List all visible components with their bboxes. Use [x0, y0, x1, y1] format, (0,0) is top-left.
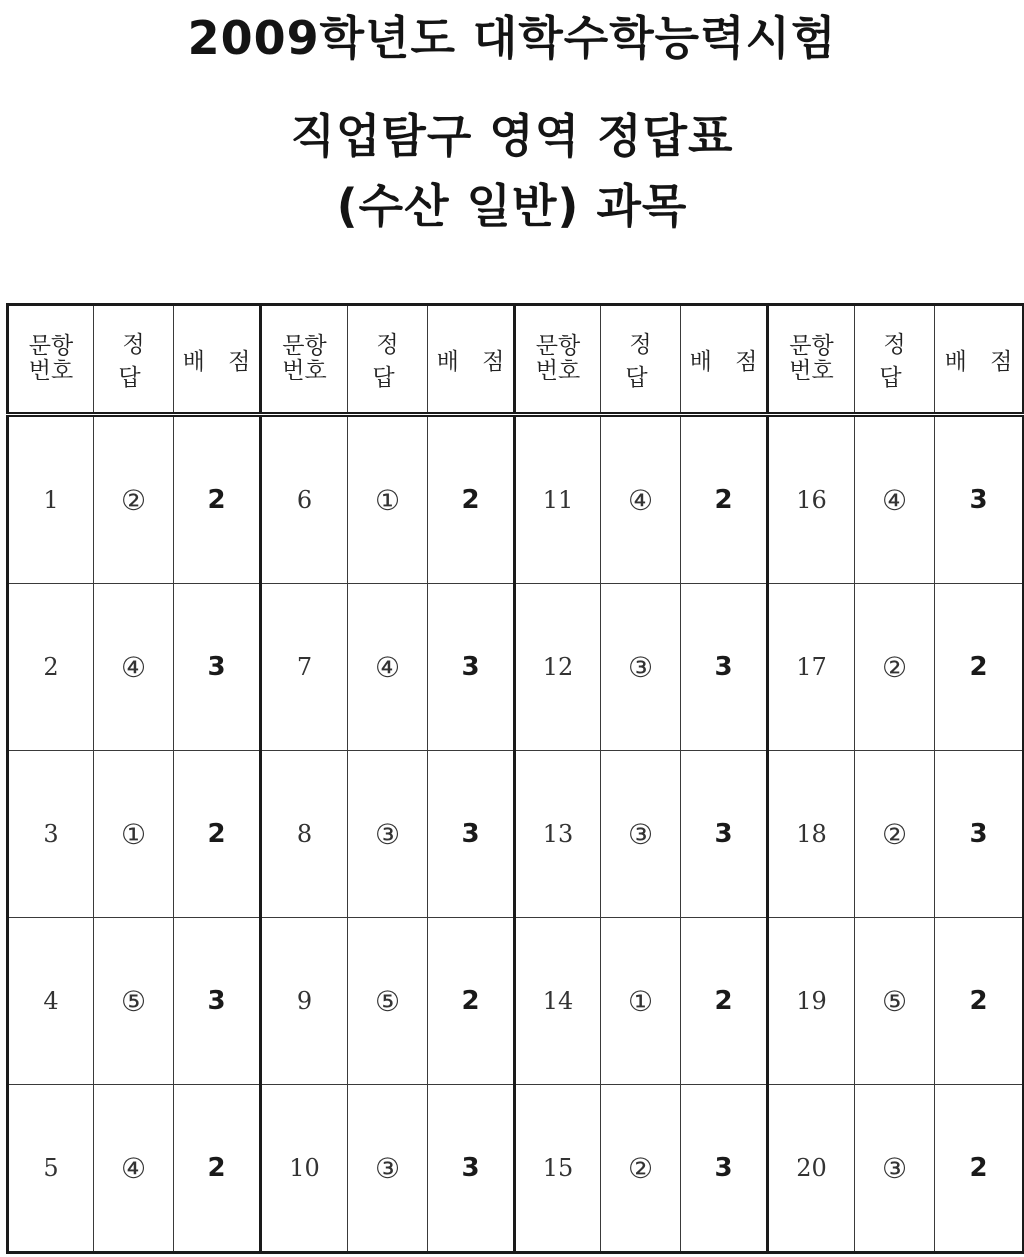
header-question-label-line2: 번호 — [28, 358, 74, 384]
question-number-cell: 15 — [515, 1085, 601, 1253]
points-cell: 2 — [935, 1085, 1024, 1253]
points-cell: 2 — [935, 584, 1024, 751]
answer-cell: ③ — [348, 751, 428, 918]
question-number-cell: 11 — [515, 415, 601, 584]
header-question-label-line2: 번호 — [535, 358, 581, 384]
points-cell: 2 — [935, 918, 1024, 1085]
answer-cell: ③ — [855, 1085, 935, 1253]
header-question-number — [8, 305, 94, 415]
answer-cell: ② — [855, 584, 935, 751]
header-points-label: 배 점 — [182, 348, 259, 375]
question-number-cell: 5 — [8, 1085, 94, 1253]
answer-cell: ② — [94, 415, 174, 584]
header-question-label-line2: 번호 — [282, 358, 327, 384]
header-answer-label: 정 답 — [372, 332, 407, 391]
header-answer-label: 정 답 — [118, 332, 153, 391]
table-row — [8, 415, 1024, 584]
header-answer-label: 정 답 — [625, 332, 660, 391]
answer-cell: ① — [348, 415, 428, 584]
header-question-label-line2: 번호 — [789, 358, 834, 384]
answer-cell: ④ — [601, 415, 681, 584]
points-cell: 2 — [174, 1085, 261, 1253]
header-points — [428, 305, 515, 415]
question-number-cell: 10 — [261, 1085, 348, 1253]
points-cell: 2 — [174, 415, 261, 584]
header-points-label: 배 점 — [436, 348, 513, 375]
question-number-cell: 6 — [261, 415, 348, 584]
answer-cell: ③ — [601, 751, 681, 918]
header-points-label: 배 점 — [944, 348, 1021, 375]
question-number-cell: 19 — [768, 918, 855, 1085]
table-row — [8, 918, 1024, 1085]
question-number-cell: 9 — [261, 918, 348, 1085]
question-number-cell: 18 — [768, 751, 855, 918]
answer-rows — [8, 415, 1024, 1253]
answer-cell: ④ — [348, 584, 428, 751]
header-answer — [348, 305, 428, 415]
answer-cell: ③ — [601, 584, 681, 751]
header-row — [8, 305, 1024, 415]
answer-cell: ⑤ — [348, 918, 428, 1085]
header-question-number — [768, 305, 855, 415]
header-points — [681, 305, 768, 415]
header-question-label-line1: 문항 — [789, 332, 834, 359]
points-cell: 3 — [681, 751, 768, 918]
points-cell: 2 — [428, 918, 515, 1085]
header-question-number — [515, 305, 601, 415]
question-number-cell: 2 — [8, 584, 94, 751]
question-number-cell: 12 — [515, 584, 601, 751]
points-cell: 2 — [174, 751, 261, 918]
header-answer — [94, 305, 174, 415]
answer-cell: ④ — [94, 584, 174, 751]
points-cell: 3 — [681, 584, 768, 751]
header-question-number — [261, 305, 348, 415]
points-cell: 3 — [174, 584, 261, 751]
answer-cell: ② — [855, 751, 935, 918]
question-number-cell: 17 — [768, 584, 855, 751]
section-title: 직업탐구 영역 정답표 — [290, 109, 734, 163]
question-number-cell: 7 — [261, 584, 348, 751]
answer-key-table — [6, 303, 1024, 1254]
header-question-label-line1: 문항 — [28, 332, 74, 359]
answer-cell: ② — [601, 1085, 681, 1253]
header-points-label: 배 점 — [689, 348, 766, 375]
question-number-cell: 4 — [8, 918, 94, 1085]
question-number-cell: 13 — [515, 751, 601, 918]
header-answer — [601, 305, 681, 415]
table-row — [8, 584, 1024, 751]
header-question-label-line1: 문항 — [282, 332, 327, 359]
question-number-cell: 20 — [768, 1085, 855, 1253]
header-answer-label: 정 답 — [879, 332, 914, 391]
header-question-label-line1: 문항 — [535, 332, 581, 359]
question-number-cell: 8 — [261, 751, 348, 918]
answer-cell: ⑤ — [94, 918, 174, 1085]
points-cell: 3 — [935, 751, 1024, 918]
points-cell: 2 — [428, 415, 515, 584]
points-cell: 3 — [935, 415, 1024, 584]
subject-title: (수산 일반) 과목 — [336, 179, 688, 233]
answer-cell: ④ — [94, 1085, 174, 1253]
question-number-cell: 16 — [768, 415, 855, 584]
table-row — [8, 1085, 1024, 1253]
answer-cell: ③ — [348, 1085, 428, 1253]
points-cell: 3 — [681, 1085, 768, 1253]
points-cell: 3 — [174, 918, 261, 1085]
points-cell: 2 — [681, 415, 768, 584]
question-number-cell: 14 — [515, 918, 601, 1085]
header-answer — [855, 305, 935, 415]
exam-title: 2009학년도 대학수학능력시험 — [187, 11, 837, 65]
points-cell: 3 — [428, 1085, 515, 1253]
points-cell: 3 — [428, 584, 515, 751]
header-points — [174, 305, 261, 415]
points-cell: 3 — [428, 751, 515, 918]
table-row — [8, 751, 1024, 918]
answer-cell: ⑤ — [855, 918, 935, 1085]
answer-cell: ① — [601, 918, 681, 1085]
header-points — [935, 305, 1024, 415]
answer-cell: ① — [94, 751, 174, 918]
question-number-cell: 1 — [8, 415, 94, 584]
points-cell: 2 — [681, 918, 768, 1085]
answer-cell: ④ — [855, 415, 935, 584]
question-number-cell: 3 — [8, 751, 94, 918]
